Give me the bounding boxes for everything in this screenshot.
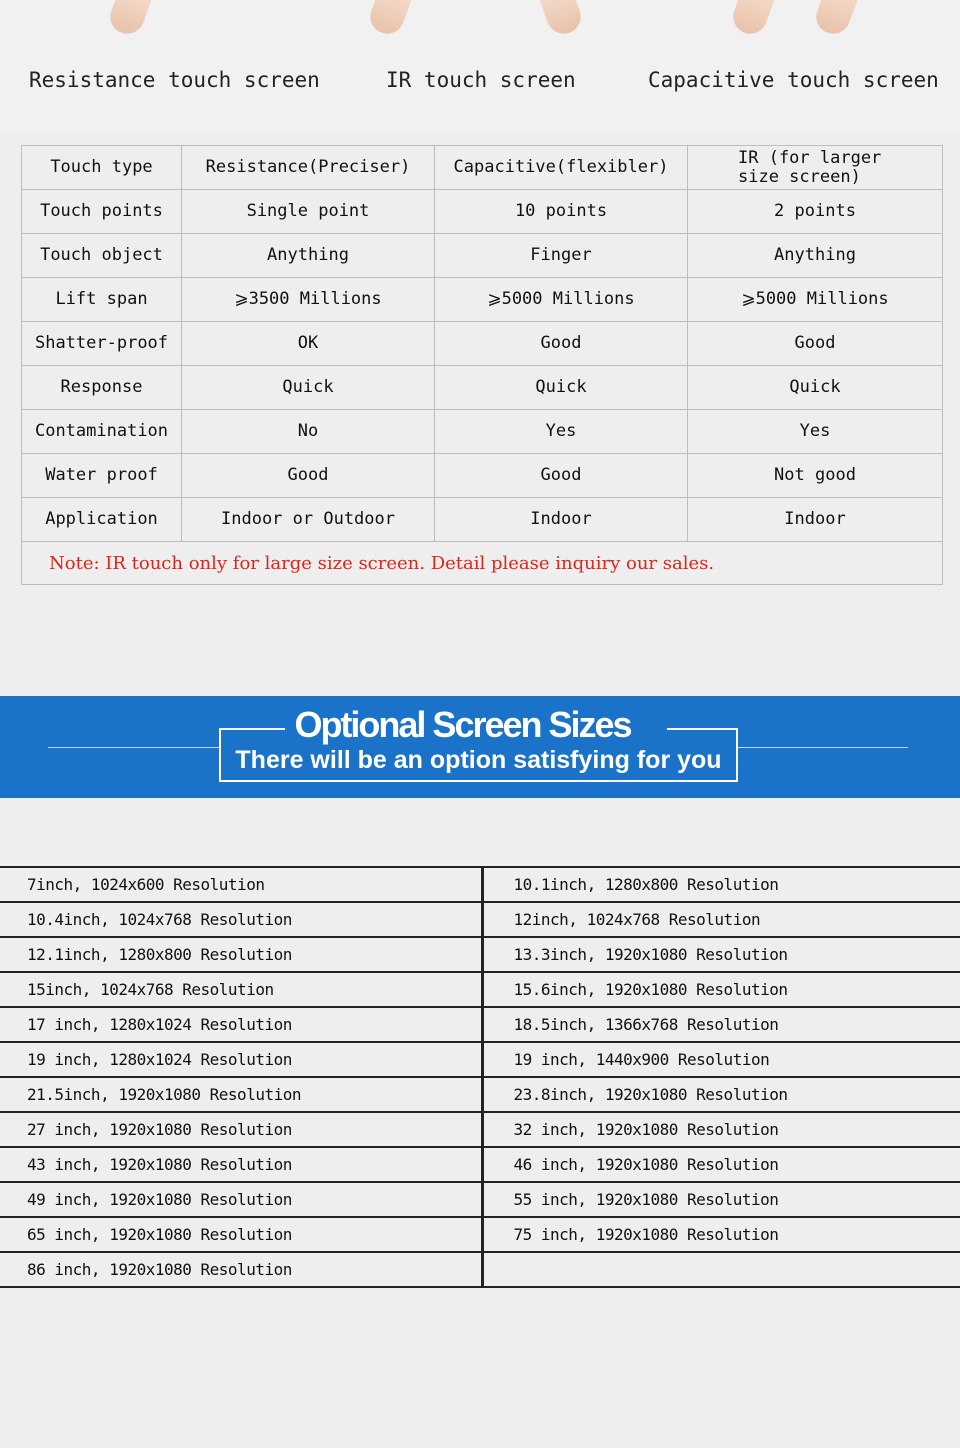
row-label: Application [22, 498, 182, 542]
table-row [0, 972, 960, 1007]
row-label: Lift span [22, 278, 182, 322]
table-cell: Good [435, 454, 688, 498]
table-cell: ⩾5000 Millions [435, 278, 688, 322]
table-row [22, 190, 943, 234]
finger-image [366, 0, 413, 38]
table-cell: Indoor [435, 498, 688, 542]
size-cell: 32 inch, 1920x1080 Resolution [482, 1112, 960, 1147]
table-cell: Anything [182, 234, 435, 278]
hero-label-resistance: Resistance touch screen [29, 68, 320, 92]
table-row [0, 1077, 960, 1112]
table-cell: Indoor or Outdoor [182, 498, 435, 542]
table-cell: ⩾5000 Millions [688, 278, 943, 322]
size-cell: 10.1inch, 1280x800 Resolution [482, 867, 960, 902]
table-cell: Good [182, 454, 435, 498]
size-cell: 23.8inch, 1920x1080 Resolution [482, 1077, 960, 1112]
size-cell: 18.5inch, 1366x768 Resolution [482, 1007, 960, 1042]
table-row [0, 937, 960, 972]
table-row [0, 1042, 960, 1077]
table-row [22, 410, 943, 454]
header-cell: Resistance(Preciser) [182, 146, 435, 190]
size-cell: 21.5inch, 1920x1080 Resolution [0, 1077, 482, 1112]
size-cell: 19 inch, 1440x900 Resolution [482, 1042, 960, 1077]
finger-image [539, 0, 586, 38]
banner-title: Optional Screen Sizes [294, 704, 631, 745]
table-cell: 10 points [435, 190, 688, 234]
size-cell: 75 inch, 1920x1080 Resolution [482, 1217, 960, 1252]
table-row [0, 1147, 960, 1182]
table-cell: Yes [435, 410, 688, 454]
table-cell: Quick [182, 366, 435, 410]
table-row [22, 366, 943, 410]
size-cell: 86 inch, 1920x1080 Resolution [0, 1252, 482, 1287]
table-cell: 2 points [688, 190, 943, 234]
finger-image [106, 0, 153, 38]
size-cell: 7inch, 1024x600 Resolution [0, 867, 482, 902]
banner-line-left [48, 747, 219, 748]
hero-section [0, 0, 960, 130]
row-label: Contamination [22, 410, 182, 454]
table-cell: Not good [688, 454, 943, 498]
size-cell: 19 inch, 1280x1024 Resolution [0, 1042, 482, 1077]
finger-image [812, 0, 859, 38]
table-row [0, 902, 960, 937]
table-row [22, 498, 943, 542]
finger-image [729, 0, 776, 38]
header-cell: Touch type [22, 146, 182, 190]
row-label: Touch object [22, 234, 182, 278]
row-label: Shatter-proof [22, 322, 182, 366]
row-label: Water proof [22, 454, 182, 498]
table-row [0, 1007, 960, 1042]
table-row [0, 1217, 960, 1252]
banner-subtitle: There will be an option satisfying for you [235, 746, 722, 774]
note-text: Note: IR touch only for large size screen. Detail please inquiry our sales. [22, 542, 943, 585]
size-cell [482, 1252, 960, 1287]
table-cell: No [182, 410, 435, 454]
size-cell: 15inch, 1024x768 Resolution [0, 972, 482, 1007]
table-row [22, 322, 943, 366]
table-row [0, 867, 960, 902]
table-cell: Anything [688, 234, 943, 278]
table-row [0, 1112, 960, 1147]
size-cell: 12inch, 1024x768 Resolution [482, 902, 960, 937]
row-label: Response [22, 366, 182, 410]
header-cell: IR (for larger size screen) [688, 146, 943, 190]
size-cell: 10.4inch, 1024x768 Resolution [0, 902, 482, 937]
table-row [22, 278, 943, 322]
table-cell: Good [435, 322, 688, 366]
table-cell: Indoor [688, 498, 943, 542]
hero-label-capacitive: Capacitive touch screen [648, 68, 939, 92]
header-cell: Capacitive(flexibler) [435, 146, 688, 190]
size-cell: 27 inch, 1920x1080 Resolution [0, 1112, 482, 1147]
size-cell: 12.1inch, 1280x800 Resolution [0, 937, 482, 972]
table-row [22, 454, 943, 498]
size-cell: 49 inch, 1920x1080 Resolution [0, 1182, 482, 1217]
size-cell: 46 inch, 1920x1080 Resolution [482, 1147, 960, 1182]
table-cell: Yes [688, 410, 943, 454]
hero-label-ir: IR touch screen [386, 68, 576, 92]
size-cell: 13.3inch, 1920x1080 Resolution [482, 937, 960, 972]
table-row [0, 1182, 960, 1217]
screen-sizes-table [0, 866, 960, 1288]
table-cell: Good [688, 322, 943, 366]
table-row [22, 146, 943, 190]
table-row [0, 1252, 960, 1287]
size-cell: 55 inch, 1920x1080 Resolution [482, 1182, 960, 1217]
size-cell: 65 inch, 1920x1080 Resolution [0, 1217, 482, 1252]
table-row [22, 542, 943, 585]
size-cell: 17 inch, 1280x1024 Resolution [0, 1007, 482, 1042]
table-cell: Quick [688, 366, 943, 410]
table-cell: ⩾3500 Millions [182, 278, 435, 322]
size-cell: 43 inch, 1920x1080 Resolution [0, 1147, 482, 1182]
table-row [22, 234, 943, 278]
section-banner [0, 696, 960, 798]
table-cell: OK [182, 322, 435, 366]
table-cell: Finger [435, 234, 688, 278]
table-cell: Quick [435, 366, 688, 410]
row-label: Touch points [22, 190, 182, 234]
comparison-table [21, 145, 943, 585]
table-cell: Single point [182, 190, 435, 234]
banner-line-right [736, 747, 908, 748]
size-cell: 15.6inch, 1920x1080 Resolution [482, 972, 960, 1007]
